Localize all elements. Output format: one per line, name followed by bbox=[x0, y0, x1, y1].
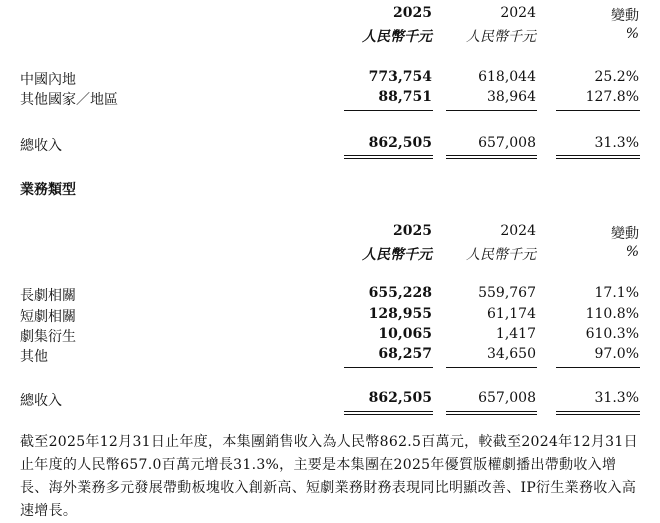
t2-row-v2025: 68,257 bbox=[378, 346, 432, 362]
t2-row-label: 劇集衍生 bbox=[20, 329, 76, 345]
t2-double-rule-bottom bbox=[556, 414, 640, 415]
t1-double-rule-top bbox=[344, 155, 433, 156]
t1-row-v2025: 88,751 bbox=[378, 89, 432, 105]
t2-row-label: 其他 bbox=[20, 349, 48, 365]
t1-double-rule-top bbox=[556, 155, 640, 156]
t2-col2-unit: 人民幣千元 bbox=[466, 247, 536, 263]
t2-subtotal-rule-col3 bbox=[556, 367, 640, 368]
t2-row-change: 17.1% bbox=[594, 285, 639, 301]
t1-row-v2024: 38,964 bbox=[487, 89, 536, 105]
t1-total-v2025: 862,505 bbox=[368, 135, 432, 151]
t1-row-v2025: 773,754 bbox=[368, 69, 432, 85]
t2-row-v2024: 34,650 bbox=[487, 346, 536, 362]
t2-subtotal-rule-col1 bbox=[344, 367, 433, 368]
t2-total-v2025: 862,505 bbox=[368, 390, 432, 406]
section-title: 業務類型 bbox=[20, 182, 76, 198]
t2-row-change: 610.3% bbox=[585, 326, 639, 342]
t2-double-rule-bottom bbox=[344, 414, 433, 415]
t1-double-rule-bottom bbox=[344, 158, 433, 159]
t2-double-rule-top bbox=[556, 411, 640, 412]
t1-subtotal-rule-col2 bbox=[446, 110, 537, 111]
t2-total-v2024: 657,008 bbox=[478, 390, 536, 406]
t2-total-change: 31.3% bbox=[594, 390, 639, 406]
t1-double-rule-top bbox=[446, 155, 537, 156]
t2-double-rule-top bbox=[446, 411, 537, 412]
t2-row-label: 長劇相關 bbox=[20, 288, 76, 304]
t1-subtotal-rule-col3 bbox=[556, 110, 640, 111]
t1-double-rule-bottom bbox=[556, 158, 640, 159]
t2-row-label: 短劇相關 bbox=[20, 309, 76, 325]
t2-double-rule-bottom bbox=[446, 414, 537, 415]
t2-subtotal-rule-col2 bbox=[446, 367, 537, 368]
t1-subtotal-rule-col1 bbox=[344, 110, 433, 111]
t1-row-label: 中國內地 bbox=[20, 72, 76, 88]
t2-row-v2025: 128,955 bbox=[368, 306, 432, 322]
t1-total-v2024: 657,008 bbox=[478, 135, 536, 151]
t2-row-v2024: 61,174 bbox=[487, 306, 536, 322]
t1-col3-unit: % bbox=[625, 26, 639, 42]
t1-col2-unit: 人民幣千元 bbox=[466, 29, 536, 45]
t2-double-rule-top bbox=[344, 411, 433, 412]
t2-row-v2024: 1,417 bbox=[495, 326, 536, 342]
summary-paragraph: 截至2025年12月31日止年度，本集團銷售收入為人民幣862.5百萬元，較截至2024年12月31日止年度的人民幣657.0百萬元增長31.3%，主要是本集團在2025年優質版權劇播出帶動收入增長、海外業務多元發展帶動板塊收入創新高、短劇業務財務表現同比明顯改善、IP衍生業務收入高速增長。 bbox=[20, 434, 638, 519]
t2-row-change: 97.0% bbox=[594, 346, 639, 362]
t1-col2-year: 2024 bbox=[500, 5, 536, 21]
t1-row-v2024: 618,044 bbox=[478, 69, 536, 85]
t1-total-label: 總收入 bbox=[20, 138, 62, 154]
t1-double-rule-bottom bbox=[446, 158, 537, 159]
t2-total-label: 總收入 bbox=[20, 393, 62, 409]
t2-col3-unit: % bbox=[625, 244, 639, 260]
t2-col3-title: 變動 bbox=[611, 226, 639, 242]
t1-total-change: 31.3% bbox=[594, 135, 639, 151]
t1-row-change: 25.2% bbox=[594, 69, 639, 85]
t2-row-change: 110.8% bbox=[585, 306, 639, 322]
t1-col1-unit: 人民幣千元 bbox=[362, 29, 432, 45]
t2-row-v2025: 10,065 bbox=[378, 326, 432, 342]
t1-row-change: 127.8% bbox=[585, 89, 639, 105]
t2-col2-year: 2024 bbox=[500, 223, 536, 239]
t2-col1-year: 2025 bbox=[393, 223, 432, 239]
t2-col1-unit: 人民幣千元 bbox=[362, 247, 432, 263]
t2-row-v2024: 559,767 bbox=[478, 285, 536, 301]
t1-col1-year: 2025 bbox=[393, 5, 432, 21]
t1-col3-title: 變動 bbox=[611, 8, 639, 24]
t2-row-v2025: 655,228 bbox=[368, 285, 432, 301]
t1-row-label: 其他國家／地區 bbox=[20, 92, 118, 108]
